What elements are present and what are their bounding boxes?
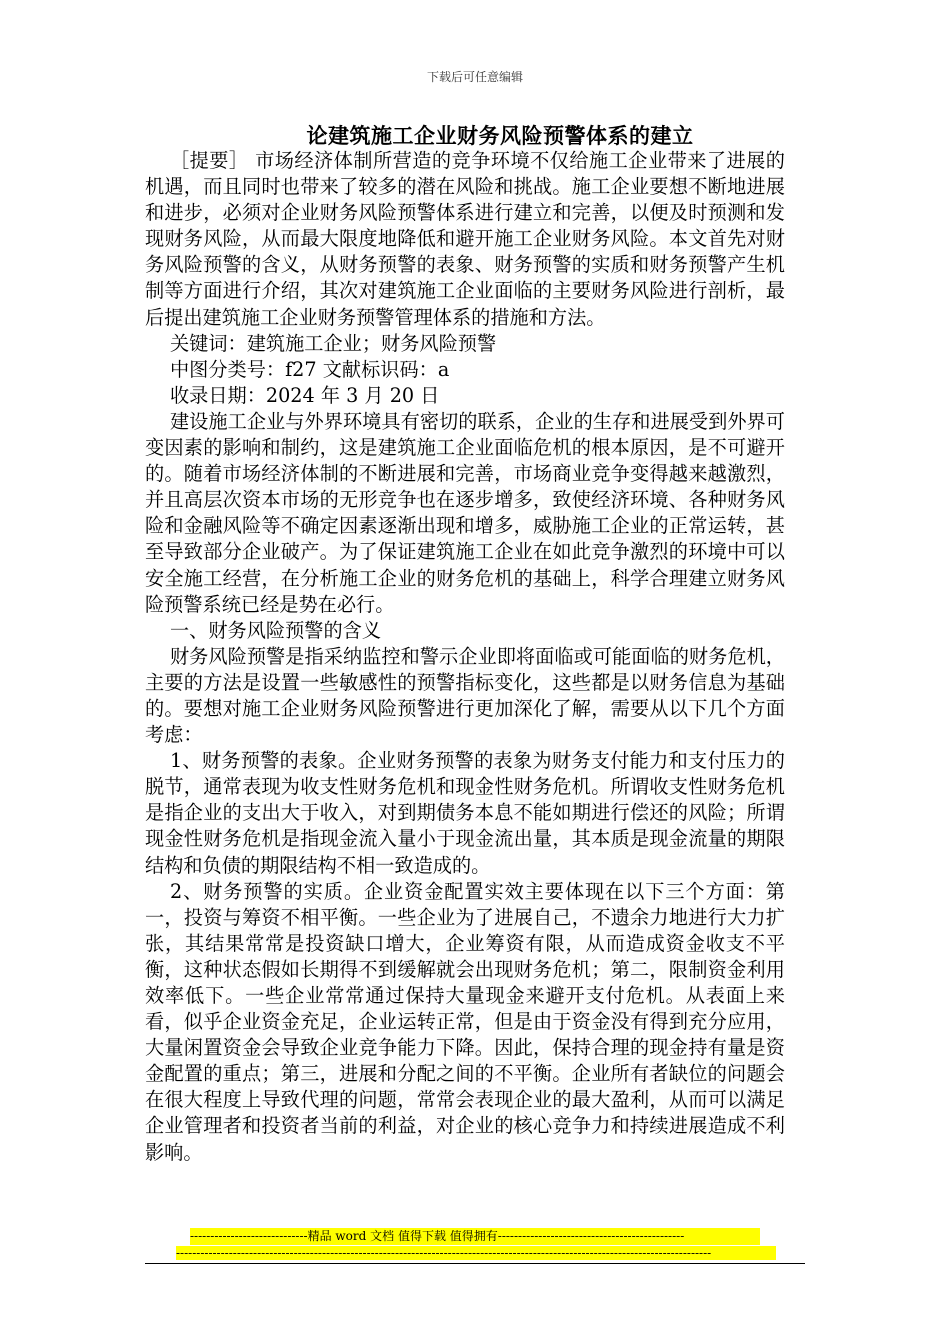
footer-banner-line1: -----------------------------精品 word 文档 值得下载 值得拥有----------------------------------------------: [190, 1228, 760, 1245]
paragraph-definition: 财务风险预警是指采纳监控和警示企业即将面临或可能面临的财务危机，主要的方法是设置一些敏感性的预警指标变化，这些都是以财务信息为基础的。要想对施工企业财务风险预警进行更加深化了解，需要从以下几个方面考虑：: [145, 644, 785, 747]
paragraph-item-1: 1、财务预警的表象。企业财务预警的表象为财务支付能力和支付压力的脱节，通常表现为收支性财务危机和现金性财务危机。所谓收支性财务危机是指企业的支出大于收入，对到期债务本息不能如期进行偿还的风险；所谓现金性财务危机是指现金流入量小于现金流出量，其本质是现金流量的期限结构和负债的期限结构不相一致造成的。: [145, 749, 785, 877]
paragraph-received-date: 收录日期：2024 年 3 月 20 日: [169, 383, 440, 407]
paragraph-keywords: 关键词：建筑施工企业；财务风险预警: [169, 331, 497, 355]
footer-divider: [145, 1263, 805, 1264]
footer-banner-line2: ------------------------------------------------------------------------------------------------------------------------------------: [176, 1246, 776, 1260]
document-body: [145, 148, 785, 1166]
paragraph-intro: 建设施工企业与外界环境具有密切的联系，企业的生存和进展受到外界可变因素的影响和制约，这是建筑施工企业面临危机的根本原因，是不可避开的。随着市场经济体制的不断进展和完善，市场商业竞争变得越来越激烈，并且高层次资本市场的无形竞争也在逐步增多，致使经济环境、各种财务风险和金融风险等不确定因素逐渐出现和增多，威胁施工企业的正常运转，甚至导致部分企业破产。为了保证建筑施工企业在如此竞争激烈的环境中可以安全施工经营，在分析施工企业的财务危机的基础上，科学合理建立财务风险预警系统已经是势在必行。: [145, 409, 785, 616]
section-heading-1: 一、财务风险预警的含义: [169, 618, 382, 642]
paragraph-abstract: ［提要］ 市场经济体制所营造的竞争环境不仅给施工企业带来了进展的机遇，而且同时也带来了较多的潜在风险和挑战。施工企业要想不断地进展和进步，必须对企业财务风险预警体系进行建立和完善，以便及时预测和发现财务风险，从而最大限度地降低和避开施工企业财务风险。本文首先对财务风险预警的含义，从财务预警的表象、财务预警的实质和财务预警产生机制等方面进行介绍，其次对建筑施工企业面临的主要财务风险进行剖析，最后提出建筑施工企业财务预警管理体系的措施和方法。: [145, 149, 785, 329]
paragraph-item-2: 2、财务预警的实质。企业资金配置实效主要体现在以下三个方面：第一，投资与筹资不相平衡。一些企业为了进展自己，不遗余力地进行大力扩张，其结果常常是投资缺口增大，企业筹资有限，从而造成资金收支不平衡，这种状态假如长期得不到缓解就会出现财务危机；第二，限制资金利用效率低下。一些企业常常通过保持大量现金来避开支付危机。从表面上来看，似乎企业资金充足，企业运转正常，但是由于资金没有得到充分应用，大量闲置资金会导致企业竞争能力下降。因此，保持合理的现金持有量是资金配置的重点；第三，进展和分配之间的不平衡。企业所有者缺位的问题会在很大程度上导致代理的问题，常常会表现企业的最大盈利，从而可以满足企业管理者和投资者当前的利益，对企业的核心竞争力和持续进展造成不利影响。: [145, 879, 785, 1164]
paragraph-classification: 中图分类号：f27 文献标识码：a: [169, 357, 450, 381]
header-note: 下载后可任意编辑: [426, 70, 523, 84]
document-title: 论建筑施工企业财务风险预警体系的建立: [306, 123, 694, 148]
